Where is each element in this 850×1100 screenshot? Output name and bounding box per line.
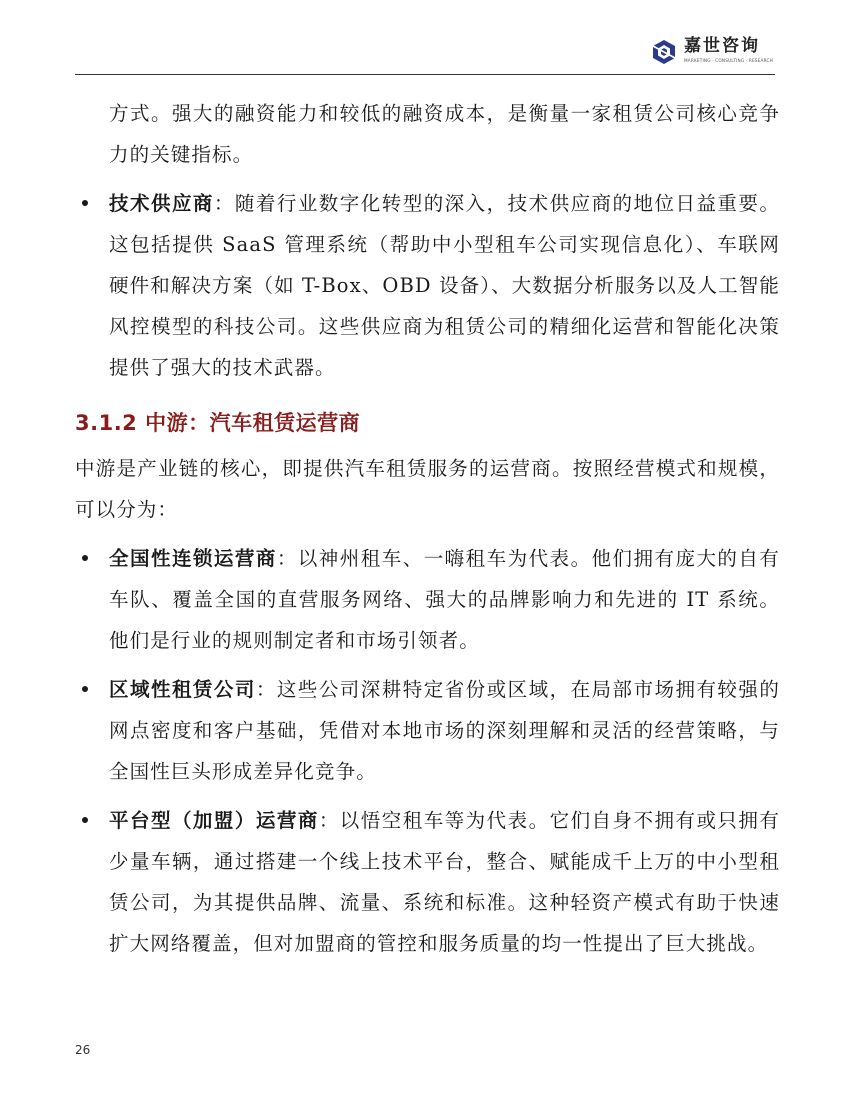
intro-paragraph: 中游是产业链的核心，即提供汽车租赁服务的运营商。按照经营模式和规模，可以分为：	[75, 457, 780, 521]
bullet-marker	[82, 817, 88, 823]
bullet-marker	[82, 686, 88, 692]
bullet-item-platform-operator	[75, 800, 780, 964]
bullet-term: 技术供应商	[109, 192, 214, 215]
bullet-term: 平台型（加盟）运营商	[109, 809, 319, 832]
bullet-term: 全国性连锁运营商	[109, 547, 277, 570]
brand-logo-icon	[650, 38, 678, 66]
page-number: 26	[75, 1043, 91, 1057]
brand-tagline: MARKETING · CONSULTING · RESEARCH	[683, 58, 773, 63]
bullet-term: 区域性租赁公司	[109, 678, 256, 701]
brand-logo	[650, 36, 773, 66]
bullet-item-tech-supplier	[75, 183, 780, 388]
bullet-marker	[82, 555, 88, 561]
continuation-paragraph: 方式。强大的融资能力和较低的融资成本，是衡量一家租赁公司核心竞争力的关键指标。	[109, 102, 780, 166]
bullet-text: ：随着行业数字化转型的深入，技术供应商的地位日益重要。这包括提供 SaaS 管理系统（帮助中小型租车公司实现信息化）、车联网硬件和解决方案（如 T-Box、OBD 设备）、大数据分析服务以及人工智能风控模型的科技公司。这些供应商为租赁公司的精细化运营和智能化决策提供了强大的技术武器。	[109, 192, 780, 379]
page-header	[75, 30, 775, 75]
bullet-text: ：以悟空租车等为代表。它们自身不拥有或只拥有少量车辆，通过搭建一个线上技术平台，整合、赋能成千上万的中小型租赁公司，为其提供品牌、流量、系统和标准。这种轻资产模式有助于快速扩大网络覆盖，但对加盟商的管控和服务质量的均一性提出了巨大挑战。	[109, 809, 780, 955]
bullet-text: ：以神州租车、一嗨租车为代表。他们拥有庞大的自有车队、覆盖全国的直营服务网络、强大的品牌影响力和先进的 IT 系统。他们是行业的规则制定者和市场引领者。	[109, 547, 780, 652]
bullet-marker	[82, 200, 88, 206]
bullet-item-national-chain	[75, 538, 780, 661]
document-body	[75, 93, 780, 964]
section-heading: 3.1.2 中游：汽车租赁运营商	[75, 411, 361, 435]
brand-name: 嘉世咨询	[683, 36, 760, 56]
bullet-item-regional-company	[75, 669, 780, 792]
bullet-text: ：这些公司深耕特定省份或区域，在局部市场拥有较强的网点密度和客户基础，凭借对本地市场的深刻理解和灵活的经营策略，与全国性巨头形成差异化竞争。	[109, 678, 780, 783]
